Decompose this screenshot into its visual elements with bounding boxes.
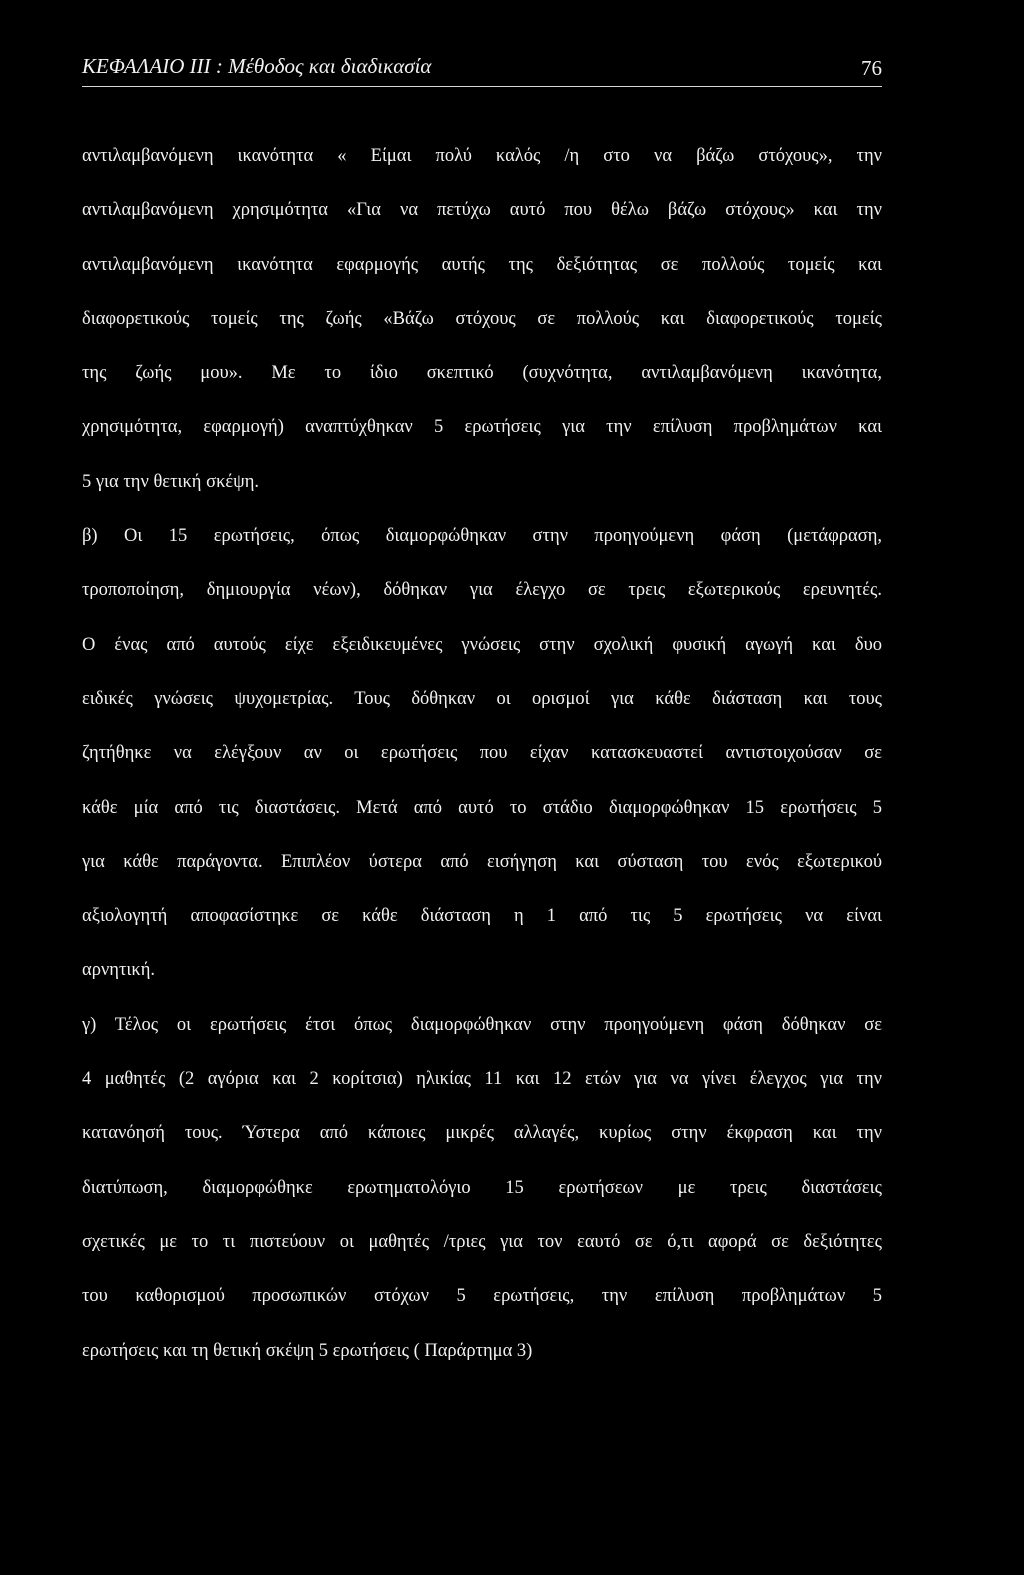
text-line: ειδικές γνώσεις ψυχομετρίας. Τους δόθηκαν οι ορισμοί για κάθε διάσταση και τους (82, 688, 882, 709)
text-line: αρνητική. (82, 960, 155, 981)
chapter-title: ΚΕΦΑΛΑΙΟ ΙΙΙ : Μέθοδος και διαδικασία (82, 54, 432, 78)
text-line: αξιολογητή αποφασίστηκε σε κάθε διάσταση η 1 από τις 5 ερωτήσεις να είναι (82, 906, 882, 927)
text-line: κάθε μία από τις διαστάσεις. Μετά από αυτό το στάδιο διαμορφώθηκαν 15 ερωτήσεις 5 (82, 797, 882, 818)
text-line: 4 μαθητές (2 αγόρια και 2 κορίτσια) ηλικίας 11 και 12 ετών για να γίνει έλεγχος για την (82, 1069, 882, 1090)
text-line: διατύπωση, διαμορφώθηκε ερωτηματολόγιο 15 ερωτήσεων με τρεις διαστάσεις (82, 1177, 882, 1198)
text-line: χρησιμότητα, εφαρμογή) αναπτύχθηκαν 5 ερωτήσεις για την επίλυση προβλημάτων και (82, 417, 882, 438)
document-page (82, 50, 882, 1378)
text-line: σχετικές με το τι πιστεύουν οι μαθητές /τριες για τον εαυτό σε ό,τι αφορά σε δεξιότητες (82, 1231, 882, 1252)
text-line: γ) Τέλος οι ερωτήσεις έτσι όπως διαμορφώθηκαν στην προηγούμενη φάση δόθηκαν σε (82, 1014, 882, 1035)
text-line: του καθορισμού προσωπικών στόχων 5 ερωτήσεις, την επίλυση προβλημάτων 5 (82, 1286, 882, 1307)
page-header (82, 50, 882, 87)
text-line: της ζωής μου». Με το ίδιο σκεπτικό (συχνότητα, αντιλαμβανόμενη ικανότητα, (82, 363, 882, 384)
text-line: διαφορετικούς τομείς της ζωής «Βάζω στόχους σε πολλούς και διαφορετικούς τομείς (82, 308, 882, 329)
text-line: αντιλαμβανόμενη χρησιμότητα «Για να πετύχω αυτό που θέλω βάζω στόχους» και την (82, 200, 882, 221)
text-line: αντιλαμβανόμενη ικανότητα εφαρμογής αυτής της δεξιότητας σε πολλούς τομείς και (82, 254, 882, 275)
text-line: 5 για την θετική σκέψη. (82, 471, 260, 492)
text-line: τροποποίηση, δημιουργία νέων), δόθηκαν για έλεγχο σε τρεις εξωτερικούς ερευνητές. (82, 580, 882, 601)
text-line: Ο ένας από αυτούς είχε εξειδικευμένες γνώσεις στην σχολική φυσική αγωγή και δυο (82, 634, 882, 655)
page-number: 76 (861, 56, 882, 80)
text-line: ερωτήσεις και τη θετική σκέψη 5 ερωτήσεις ( Παράρτημα 3) (82, 1340, 533, 1361)
text-line: β) Οι 15 ερωτήσεις, όπως διαμορφώθηκαν στην προηγούμενη φάση (μετάφραση, (82, 526, 882, 547)
text-line: ζητήθηκε να ελέγξουν αν οι ερωτήσεις που είχαν κατασκευαστεί αντιστοιχούσαν σε (82, 743, 882, 764)
text-line: για κάθε παράγοντα. Επιπλέον ύστερα από εισήγηση και σύσταση του ενός εξωτερικού (82, 851, 882, 872)
text-line: κατανόησή τους. Ύστερα από κάποιες μικρές αλλαγές, κυρίως στην έκφραση και την (82, 1123, 882, 1144)
text-line: αντιλαμβανόμενη ικανότητα « Είμαι πολύ καλός /η στο να βάζω στόχους», την (82, 146, 882, 166)
body-text (82, 129, 882, 1378)
